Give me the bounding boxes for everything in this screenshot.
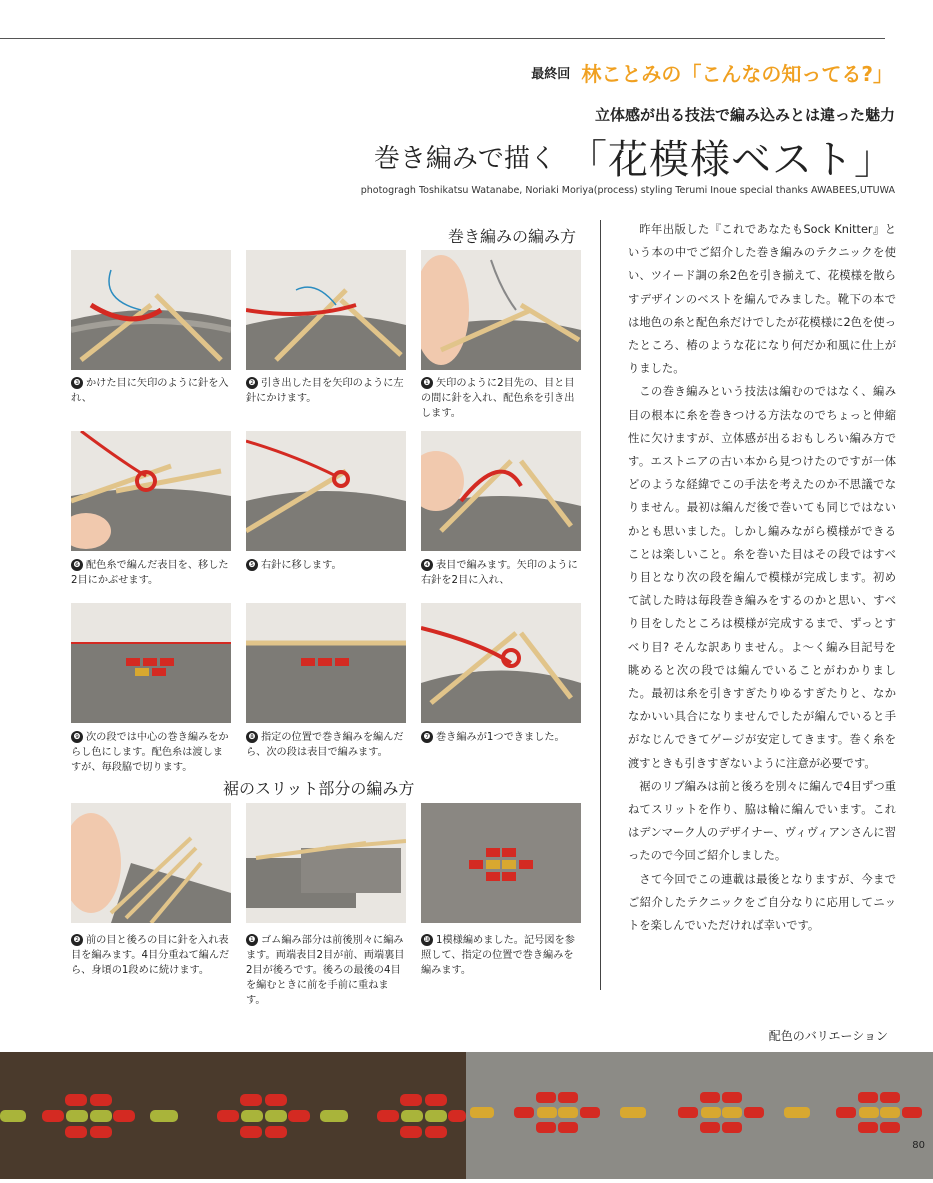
step-caption: ❸ かけた目に矢印のように針を入れ、: [71, 378, 229, 404]
article-subtitle: 立体感が出る技法で編み込みとは違った魅力: [594, 106, 895, 124]
step-caption: ❷ 前の目と後ろの目に針を入れ表目を編みます。4目分重ねて編んだら、身頃の1段めに続けます。: [71, 935, 230, 976]
step-photo: [246, 803, 406, 923]
photo-credits: photogragh Toshikatsu Watanabe, Noriaki Moriya(process) styling Terumi Inoue special thanks AWABEES,UTUWA: [360, 185, 895, 196]
body-paragraph: 昨年出版した『これであなたもSock Knitter』という本の中でご紹介した巻き編みのテクニックを使い、ツイード調の糸2色を引き揃えて、花模様を散らすデザインのベストを編んでみました。靴下の本では地色の糸と配色糸だけでしたが花模様に2色を使ったところ、椿のような花になり何だか和風に仕上がりました。: [628, 223, 896, 376]
step-caption: ❼ 巻き編みが1つできました。: [421, 730, 583, 745]
headline-prefix: 巻き編みで描く: [373, 144, 556, 174]
step-photo: [421, 603, 581, 723]
column-divider: [600, 220, 601, 990]
body-paragraph: この巻き編みという技法は編むのではなく、編み目の根本に糸を巻きつける方法なのでちょっと伸縮性に欠けますが、立体感が出るおもしろい編み方です。エストニアの古い本から見つけたのですが一体どのような経緯でこの手法を考えたのか不思議でなりません。最初は編んだ後で巻いても同じではないかとも思いました。しかし編みながら模様ができることは楽しいこと。糸を巻いた目はその段ではすべり目となり次の段を編んで模様が完成します。初めて試した時は毎段巻き編みをするのかと思い、すべり目をしたところは模様が完成するまで、ずっとすべり目? そんな訳ありません。よ～く編み目記号を眺めると次の段では編んでいることがわかりました。最初は糸を引きすぎたりゆるすぎたりと、なかなかいい具合になりませんでしたが編んでいると手がなじんできてゲージが安定してきます。巻く糸を渡すときも引きすぎないように注意が必要です。: [628, 385, 896, 770]
step-photo: [421, 803, 581, 923]
step-caption: ❶ ゴム編み部分は前後別々に編みます。両端表目2目が前、両端裏目2目が後ろです。後ろの最後の4目を編むときに前を手前に重ねます。: [246, 935, 405, 1006]
step-caption: ❿ 1模様編めました。記号図を参照して、指定の位置で巻き編みを編みます。: [421, 935, 575, 976]
step-photo: [71, 431, 231, 551]
header-rule: [0, 38, 885, 39]
step-caption: ❹ 表目で編みます。矢印のように右針を2目に入れ、: [421, 560, 578, 586]
step-caption: ❷ 引き出した目を矢印のように左針にかけます。: [246, 378, 404, 404]
step-caption: ❾ 次の段では中心の巻き編みをからし色にします。配色糸は渡しますが、毎段脇で切ります。: [71, 732, 229, 773]
step-caption: ❶ 矢印のように2目先の、目と目の間に針を入れ、配色糸を引き出します。: [421, 378, 575, 419]
step-caption: ❺ 右針に移します。: [246, 558, 408, 573]
step-photo: [421, 250, 581, 370]
knit-swatches: [0, 1052, 933, 1179]
body-paragraph: 裾のリブ編みは前と後ろを別々に編んで4目ずつ重ねてスリットを作り、脇は輪に編んでいます。これはデンマーク人のデザイナー、ヴィヴィアンさんに習ったので今回ご紹介しました。: [628, 779, 896, 863]
step-photo: [246, 603, 406, 723]
series-label: 最終回: [531, 67, 571, 82]
series-heading: [531, 58, 893, 87]
step-photo: [246, 250, 406, 370]
body-paragraph: さて今回でこの連載は最後となりますが、今までご紹介したテクニックをご自分なりに応用してニットを楽しんでいただければ幸いです。: [628, 872, 896, 933]
variation-caption: 配色のバリエーション: [768, 1029, 888, 1043]
color-variation-photo: [0, 1052, 933, 1179]
page-number: 80: [912, 1140, 925, 1151]
section-title-makiami: 巻き編みの編み方: [448, 227, 577, 246]
section-title-slit: 裾のスリット部分の編み方: [223, 779, 415, 798]
headline-title: 「花模様ベスト」: [567, 137, 895, 183]
article-body: [628, 218, 896, 937]
step-photo: [421, 431, 581, 551]
step-photo: [71, 250, 231, 370]
step-caption: ❽ 指定の位置で巻き編みを編んだら、次の段は表目で編みます。: [246, 732, 404, 758]
series-title: 林ことみの「こんなの知ってる?」: [581, 62, 893, 86]
article-headline: [374, 128, 895, 185]
step-caption: ❻ 配色糸で編んだ表目を、移した2目にかぶせます。: [71, 560, 229, 586]
step-photo: [71, 803, 231, 923]
step-photo: [71, 603, 231, 723]
step-photo: [246, 431, 406, 551]
